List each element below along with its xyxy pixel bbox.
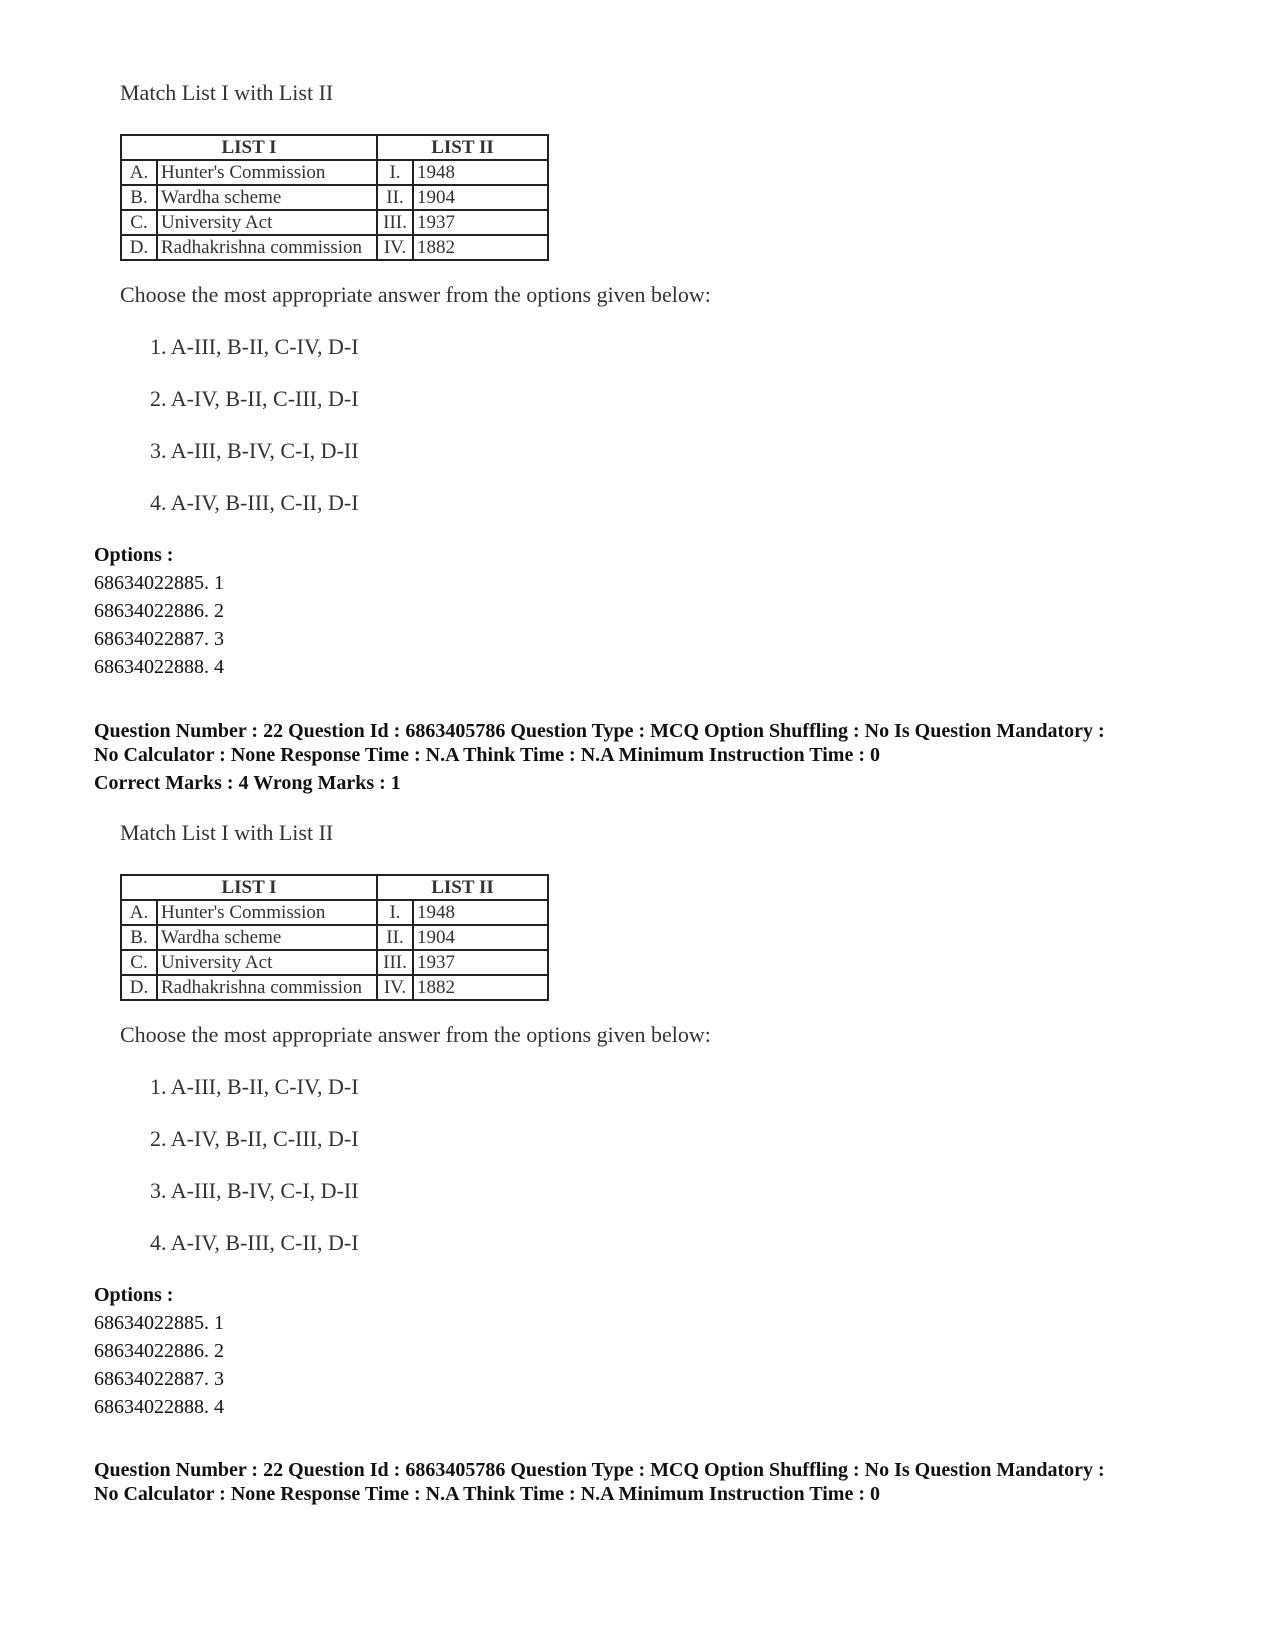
table-header-row: [121, 135, 548, 160]
list-2-item: 1937: [413, 950, 548, 975]
list-2-item: 1948: [413, 160, 548, 185]
list-2-item: 1937: [413, 210, 548, 235]
choose-instruction: Choose the most appropriate answer from the options given below:: [120, 1022, 711, 1047]
list-2-header: LIST II: [377, 135, 548, 160]
table-row: [121, 975, 548, 1000]
row-letter: C.: [121, 210, 157, 235]
row-numeral: II.: [377, 925, 413, 950]
option-id-1: 68634022885. 1: [94, 572, 224, 594]
row-letter: B.: [121, 925, 157, 950]
table-row: [121, 235, 548, 260]
row-numeral: I.: [377, 900, 413, 925]
list-2-item: 1882: [413, 235, 548, 260]
list-1-item: Hunter's Commission: [157, 160, 377, 185]
list-2-item: 1904: [413, 925, 548, 950]
row-numeral: I.: [377, 160, 413, 185]
list-2-item: 1904: [413, 185, 548, 210]
list-1-header: LIST I: [121, 875, 377, 900]
answer-choice-1: 1. A-III, B-II, C-IV, D-I: [150, 334, 359, 359]
table-row: [121, 950, 548, 975]
row-numeral: II.: [377, 185, 413, 210]
answer-choice-3: 3. A-III, B-IV, C-I, D-II: [150, 438, 359, 463]
list-1-header: LIST I: [121, 135, 377, 160]
option-id-3: 68634022887. 3: [94, 628, 224, 650]
match-table: [120, 874, 549, 1001]
metadata-line-1: Question Number : 22 Question Id : 6863405786 Question Type : MCQ Option Shuffling : No Is Question Mandatory :: [94, 720, 1105, 742]
choose-instruction: Choose the most appropriate answer from the options given below:: [120, 282, 711, 307]
table-row: [121, 210, 548, 235]
table-row: [121, 160, 548, 185]
list-1-item: University Act: [157, 950, 377, 975]
row-letter: B.: [121, 185, 157, 210]
match-table: [120, 134, 549, 261]
list-1-item: Hunter's Commission: [157, 900, 377, 925]
answer-choice-3: 3. A-III, B-IV, C-I, D-II: [150, 1178, 359, 1203]
answer-choice-2: 2. A-IV, B-II, C-III, D-I: [150, 1126, 359, 1151]
row-letter: C.: [121, 950, 157, 975]
list-2-header: LIST II: [377, 875, 548, 900]
option-id-3: 68634022887. 3: [94, 1368, 224, 1390]
row-letter: A.: [121, 900, 157, 925]
option-id-2: 68634022886. 2: [94, 1340, 224, 1362]
question-metadata: [94, 719, 1214, 795]
options-label: Options :: [94, 1284, 174, 1306]
metadata-line-1: Question Number : 22 Question Id : 6863405786 Question Type : MCQ Option Shuffling : No Is Question Mandatory :: [94, 1459, 1105, 1481]
row-letter: D.: [121, 975, 157, 1000]
row-numeral: III.: [377, 210, 413, 235]
answer-choice-4: 4. A-IV, B-III, C-II, D-I: [150, 1230, 359, 1255]
row-numeral: IV.: [377, 235, 413, 260]
list-1-item: Wardha scheme: [157, 925, 377, 950]
row-numeral: III.: [377, 950, 413, 975]
list-1-item: Wardha scheme: [157, 185, 377, 210]
answer-choice-1: 1. A-III, B-II, C-IV, D-I: [150, 1074, 359, 1099]
table-row: [121, 900, 548, 925]
list-1-item: Radhakrishna commission: [157, 975, 377, 1000]
list-2-item: 1882: [413, 975, 548, 1000]
metadata-line-2: No Calculator : None Response Time : N.A Think Time : N.A Minimum Instruction Time : 0: [94, 1483, 880, 1505]
metadata-line-2: No Calculator : None Response Time : N.A Think Time : N.A Minimum Instruction Time : 0: [94, 744, 880, 766]
list-1-item: University Act: [157, 210, 377, 235]
row-letter: D.: [121, 235, 157, 260]
list-1-item: Radhakrishna commission: [157, 235, 377, 260]
options-label: Options :: [94, 544, 174, 566]
question-metadata: [94, 1458, 1214, 1506]
row-numeral: IV.: [377, 975, 413, 1000]
option-id-4: 68634022888. 4: [94, 656, 224, 678]
option-id-1: 68634022885. 1: [94, 1312, 224, 1334]
marks-line: Correct Marks : 4 Wrong Marks : 1: [94, 772, 401, 794]
table-header-row: [121, 875, 548, 900]
list-2-item: 1948: [413, 900, 548, 925]
table-row: [121, 925, 548, 950]
option-id-4: 68634022888. 4: [94, 1396, 224, 1418]
question-title: Match List I with List II: [120, 820, 334, 845]
question-title: Match List I with List II: [120, 80, 334, 105]
answer-choice-4: 4. A-IV, B-III, C-II, D-I: [150, 490, 359, 515]
answer-choice-2: 2. A-IV, B-II, C-III, D-I: [150, 386, 359, 411]
row-letter: A.: [121, 160, 157, 185]
table-row: [121, 185, 548, 210]
option-id-2: 68634022886. 2: [94, 600, 224, 622]
